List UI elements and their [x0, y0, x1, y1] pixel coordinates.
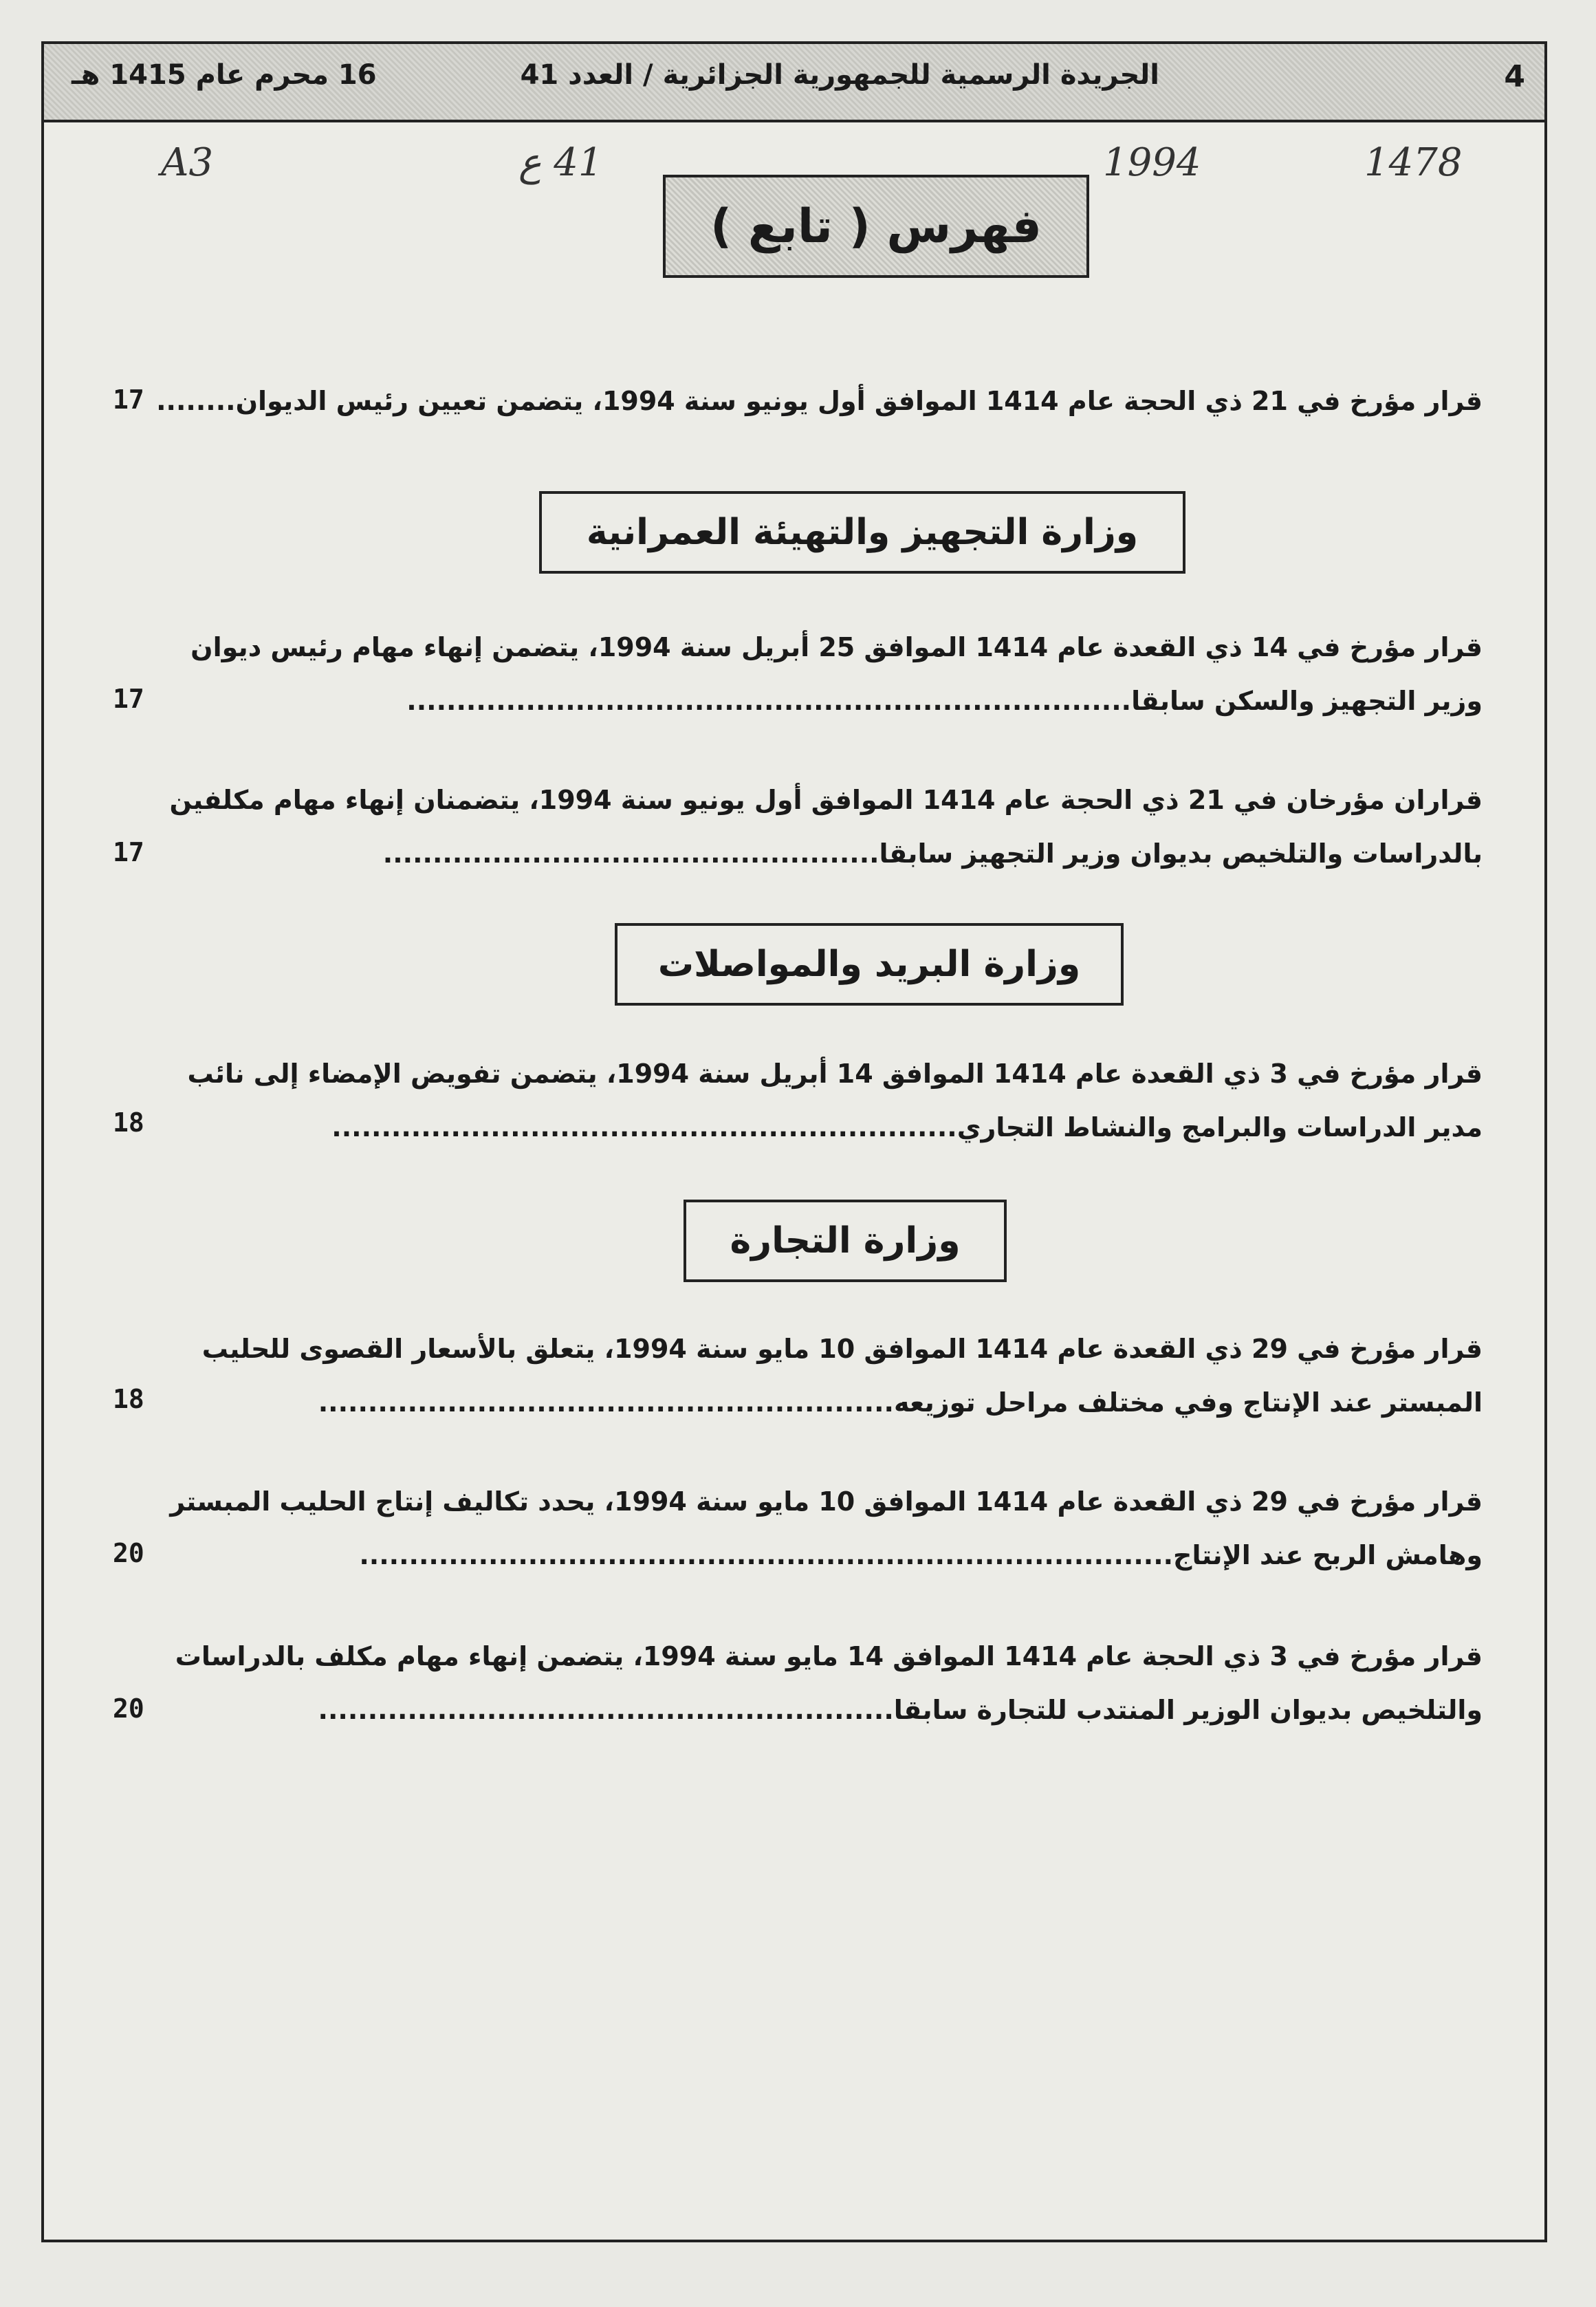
entry-line: والتلخيص بديوان الوزير المنتدب للتجارة سابقا.......................................................... [318, 1695, 1483, 1725]
index-entry [147, 773, 1483, 880]
handwritten-note-a3: A3 [161, 140, 214, 185]
entry-line: وهامش الربح عند الإنتاج.................................................................................. [359, 1540, 1483, 1570]
index-entry [147, 1475, 1483, 1582]
ministry-heading-trade: وزارة التجارة [684, 1200, 1007, 1282]
entry-line: المبستر عند الإنتاج وفي مختلف مراحل توزيعه.......................................................... [318, 1387, 1483, 1418]
entry-line: قرار مؤرخ في 29 ذي القعدة عام 1414 الموافق 10 مايو سنة 1994، يحدد تكاليف إنتاج الحليب المبستر [170, 1486, 1483, 1517]
index-title: فهرس ( تابع ) [663, 175, 1089, 278]
index-entry [147, 1629, 1483, 1737]
document-page [41, 41, 1547, 2242]
index-entry [147, 1047, 1483, 1154]
entry-page-number: 18 [113, 1107, 144, 1138]
entry-page-number: 17 [113, 684, 144, 714]
journal-title: الجريدة الرسمية للجمهورية الجزائرية / العدد 41 [520, 59, 1159, 91]
entry-line: وزير التجهيز والسكن سابقا......................................................................... [406, 686, 1483, 716]
page-number: 4 [1504, 59, 1525, 94]
entry-page-number: 20 [113, 1693, 144, 1724]
index-entry [147, 374, 1483, 428]
index-entry [147, 620, 1483, 728]
entry-line: قرار مؤرخ في 21 ذي الحجة عام 1414 الموافق أول يونيو سنة 1994، يتضمن تعيين رئيس الديوان........ [156, 386, 1483, 416]
entry-line: مدير الدراسات والبرامج والنشاط التجاري............................................................... [331, 1112, 1483, 1142]
entry-line: قراران مؤرخان في 21 ذي الحجة عام 1414 الموافق أول يونيو سنة 1994، يتضمنان إنهاء مهام مكلفين [169, 785, 1483, 815]
entry-page-number: 20 [113, 1538, 144, 1568]
issue-date: 16 محرم عام 1415 هـ [72, 59, 377, 91]
entry-line: قرار مؤرخ في 29 ذي القعدة عام 1414 الموافق 10 مايو سنة 1994، يتعلق بالأسعار القصوى للحليب [201, 1334, 1483, 1364]
entry-page-number: 17 [113, 384, 144, 415]
page-header [44, 44, 1544, 122]
entry-line: بالدراسات والتلخيص بديوان وزير التجهيز سابقا.................................................. [382, 838, 1483, 869]
entry-page-number: 17 [113, 837, 144, 867]
entry-line: قرار مؤرخ في 14 ذي القعدة عام 1414 الموافق 25 أبريل سنة 1994، يتضمن إنهاء مهام رئيس ديوان [190, 632, 1483, 662]
handwritten-note-issue: 41 ع [518, 140, 603, 185]
entry-page-number: 18 [113, 1384, 144, 1414]
handwritten-note-number: 1478 [1364, 140, 1463, 185]
handwritten-note-year: 1994 [1103, 140, 1201, 185]
ministry-heading-equipment: وزارة التجهيز والتهيئة العمرانية [539, 491, 1185, 574]
entry-line: قرار مؤرخ في 3 ذي الحجة عام 1414 الموافق 14 مايو سنة 1994، يتضمن إنهاء مهام مكلف بالدراسات [175, 1641, 1483, 1671]
index-entry [147, 1322, 1483, 1429]
ministry-heading-post: وزارة البريد والمواصلات [615, 923, 1124, 1006]
entry-line: قرار مؤرخ في 3 ذي القعدة عام 1414 الموافق 14 أبريل سنة 1994، يتضمن تفويض الإمضاء إلى نائب [187, 1059, 1483, 1089]
